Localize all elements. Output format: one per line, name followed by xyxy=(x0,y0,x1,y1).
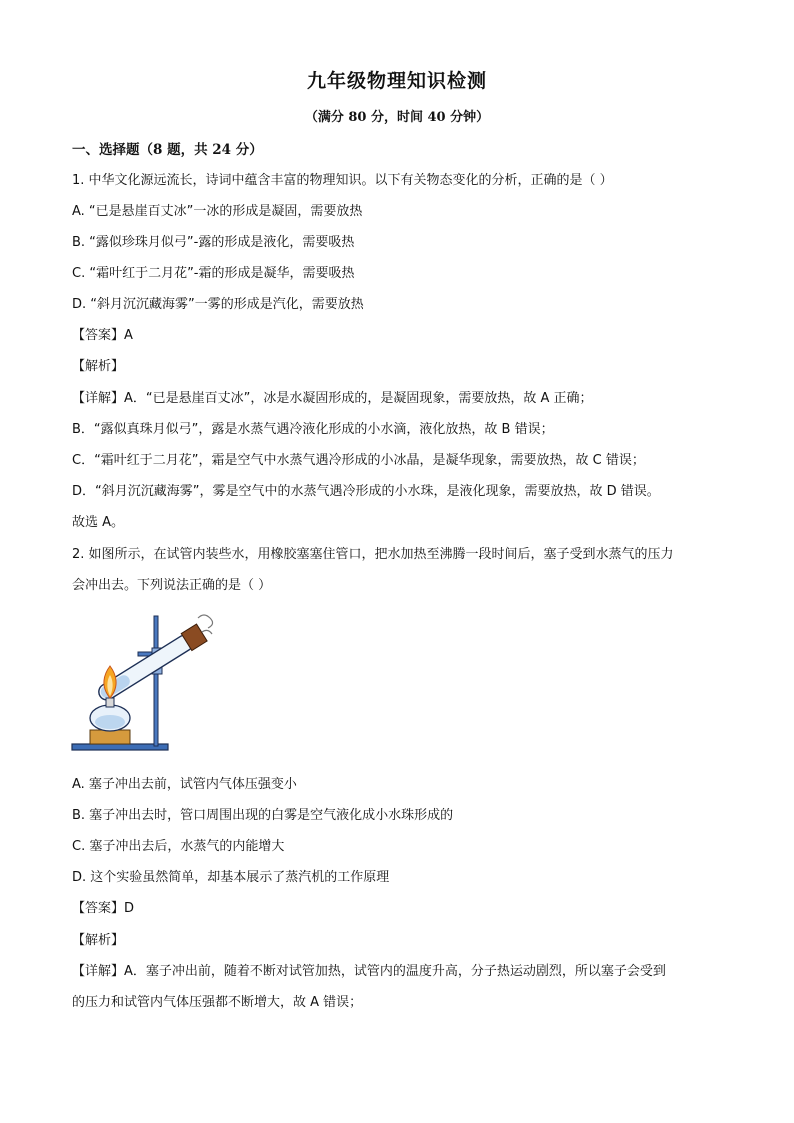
question-1-detail-b: B．“露似真珠月似弓”，露是水蒸气遇冷液化形成的小水滴，液化放热，故 B 错误； xyxy=(72,422,554,437)
question-2-option-a: A. 塞子冲出去前，试管内气体压强变小 xyxy=(72,777,297,792)
question-2-option-c: C. 塞子冲出去后，水蒸气的内能增大 xyxy=(72,839,285,854)
question-1-detail-c: C．“霜叶红于二月花”，霜是空气中水蒸气遇冷形成的小冰晶，是凝华现象，需要放热，故 C 错误； xyxy=(72,453,645,468)
question-1-detail-d: D．“斜月沉沉藏海雾”，雾是空气中的水蒸气遇冷形成的小水珠，是液化现象，需要放热，故 D 错误。 xyxy=(72,484,660,499)
question-1-answer: 【答案】A xyxy=(72,328,133,343)
question-1-analysis-label: 【解析】 xyxy=(72,359,125,374)
question-2-option-b: B. 塞子冲出去时，管口周围出现的白雾是空气液化成小水珠形成的 xyxy=(72,808,454,823)
question-2-stem-line-1: 2. 如图所示，在试管内装些水，用橡胶塞塞住管口，把水加热至沸腾一段时间后，塞子受到水蒸气的压力 xyxy=(72,547,674,562)
question-1-detail-a: 【详解】A．“已是悬崖百丈冰”，冰是水凝固形成的，是凝固现象，需要放热，故 A 正确； xyxy=(72,391,593,406)
question-2-answer: 【答案】D xyxy=(72,901,135,916)
question-2-detail-line-1: 【详解】A．塞子冲出前，随着不断对试管加热，试管内的温度升高，分子热运动剧烈，所以塞子会受到 xyxy=(72,964,666,979)
page-title: 九年级物理知识检测 xyxy=(306,70,487,92)
test-tube-heating-apparatus-icon xyxy=(70,608,220,760)
question-1-option-a: A. “已是悬崖百丈冰”一冰的形成是凝固，需要放热 xyxy=(72,204,363,219)
question-1-conclusion: 故选 A。 xyxy=(72,515,125,530)
question-1-option-d: D. “斜月沉沉藏海雾”一雾的形成是汽化，需要放热 xyxy=(72,297,364,312)
section-heading: 一、选择题（8 题，共 24 分） xyxy=(72,142,263,158)
question-2-option-d: D. 这个实验虽然简单，却基本展示了蒸汽机的工作原理 xyxy=(72,870,390,885)
question-2-stem-line-2: 会冲出去。下列说法正确的是（ ） xyxy=(72,578,272,593)
question-1-option-b: B. “露似珍珠月似弓”-露的形成是液化，需要吸热 xyxy=(72,235,355,250)
question-2-analysis-label: 【解析】 xyxy=(72,933,125,948)
question-2-detail-line-2: 的压力和试管内气体压强都不断增大，故 A 错误； xyxy=(72,995,363,1010)
question-1-stem: 1. 中华文化源远流长，诗词中蕴含丰富的物理知识。以下有关物态变化的分析，正确的是（ ） xyxy=(72,173,613,188)
question-1-option-c: C. “霜叶红于二月花”-霜的形成是凝华，需要吸热 xyxy=(72,266,355,281)
page-subtitle: （满分 80 分，时间 40 分钟） xyxy=(304,110,490,125)
